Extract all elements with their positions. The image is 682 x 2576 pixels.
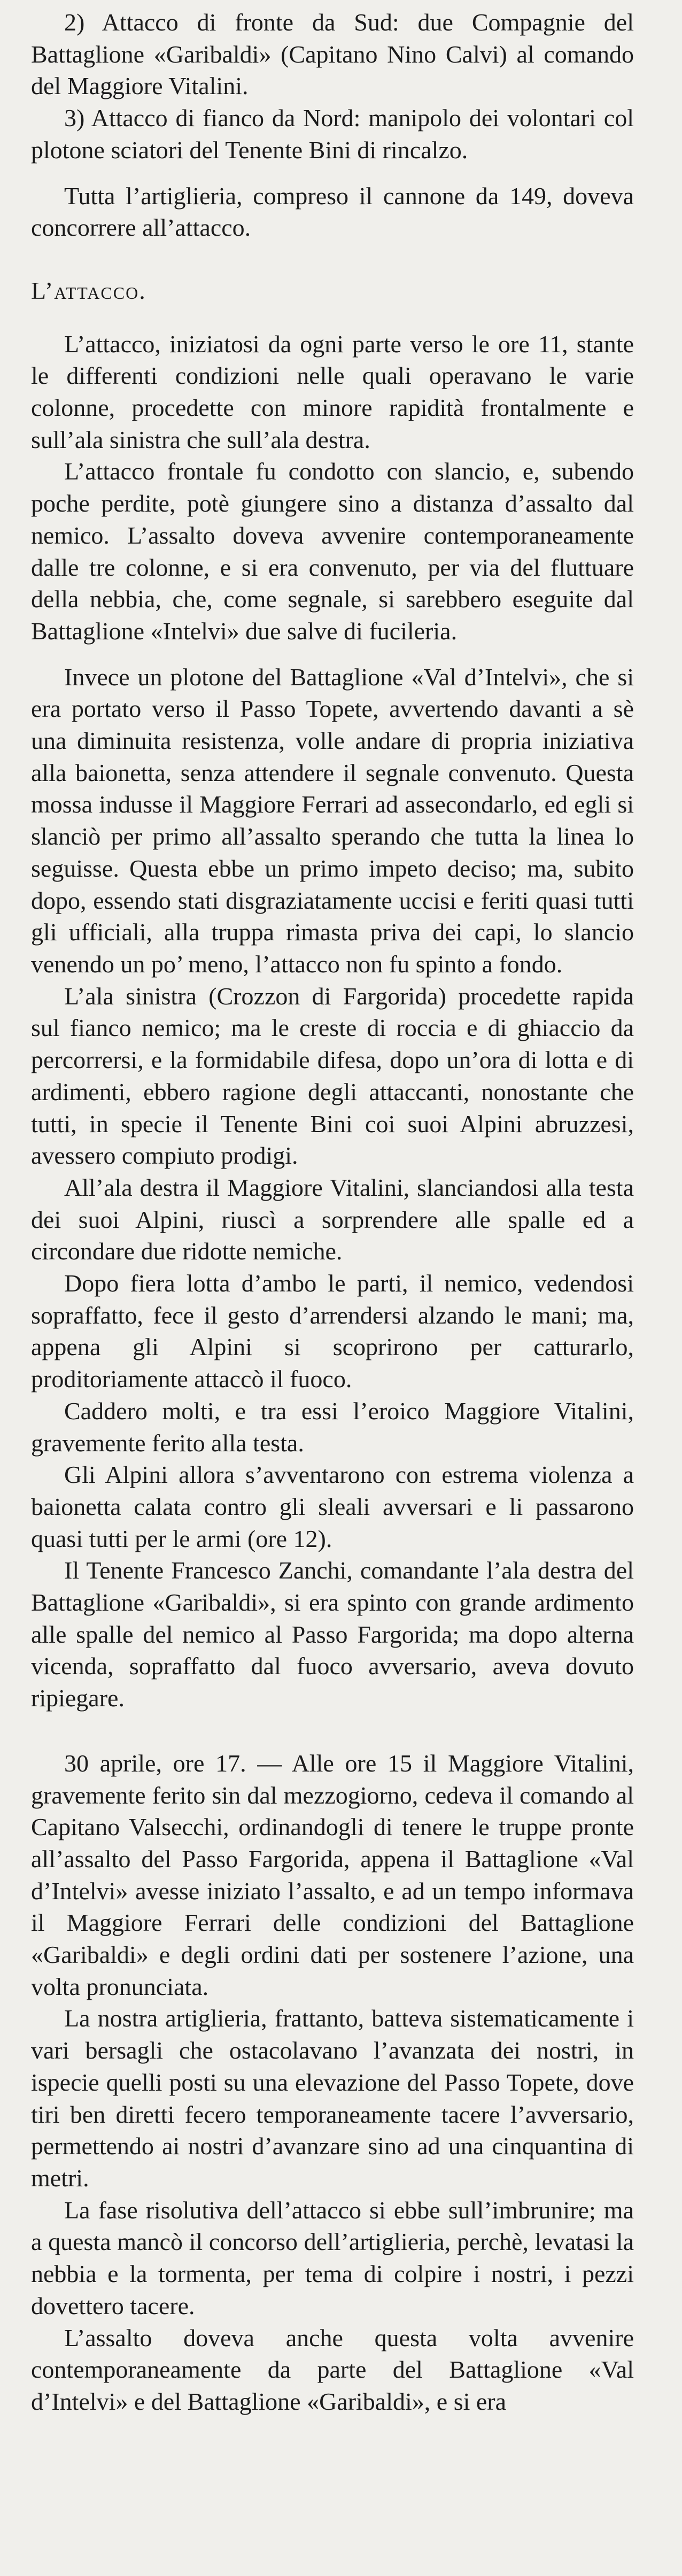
paragraph-attack-south: 2) Attacco di fronte da Sud: due Compagnie del Battaglione «Garibaldi» (Capitano Nino Calvi) al comando del Maggiore Vitalini. bbox=[31, 9, 634, 100]
paragraph-april-30: 30 aprile, ore 17. — Alle ore 15 il Maggiore Vitalini, gravemente ferito sin dal mezzogiorno, cedeva il comando al Capitano Valsecchi, ordinandogli di tenere le truppe pronte all’assalto del Passo Fargorida, appena il Battaglione «Val d’Intelvi» avesse iniziato l’assalto, e ad un tempo informava il Maggiore Ferrari delle condizioni del Battaglione «Garibaldi» e degli ordini dati per sostenere l’azione, una volta pronunciata. bbox=[31, 1749, 634, 2000]
paragraph-vitalini-wounded: Caddero molti, e tra essi l’eroico Maggiore Vitalini, gravemente ferito alla testa. bbox=[31, 1397, 634, 1457]
paragraph-artillery: Tutta l’artiglieria, compreso il cannone da 149, doveva concorrere all’attacco. bbox=[31, 182, 634, 242]
text-column bbox=[31, 6, 634, 2418]
paragraph-surrender-feint: Dopo fiera lotta d’ambo le parti, il nemico, vedendosi sopraffatto, fece il gesto d’arrendersi alzando le mani; ma, appena gli Alpini si scoprirono per catturarlo, proditoriamente attaccò il fuoco. bbox=[31, 1270, 634, 1393]
paragraph-attack-start: L’attacco, iniziatosi da ogni parte verso le ore 11, stante le differenti condizioni nelle quali operavano le varie colonne, procedette con minore rapidità frontalmente e sull’ala sinistra che sull’ala destra. bbox=[31, 330, 634, 453]
paragraph-alpini-charge: Gli Alpini allora s’avventarono con estrema violenza a baionetta calata contro gli sleali avversari e li passarono quasi tutti per le armi (ore 12). bbox=[31, 1461, 634, 1552]
paragraph-our-artillery: La nostra artiglieria, frattanto, batteva sistematicamente i vari bersagli che ostacolavano l’avanzata dei nostri, in ispecie quelli posti su una elevazione del Passo Topete, dove tiri ben diretti fecero temporaneamente tacere l’avversario, permettendo ai nostri d’avanzare sino ad una cinquantina di metri. bbox=[31, 2005, 634, 2192]
paragraph-left-wing: L’ala sinistra (Crozzon di Fargorida) procedette rapida sul fianco nemico; ma le creste di roccia e di ghiaccio da percorrersi, e la formidabile difesa, dopo un’ora di lotta e di ardimenti, ebbero ragione degli attaccanti, nonostante che tutti, in specie il Tenente Bini coi suoi Alpini abruzzesi, avessero compiuto prodigi. bbox=[31, 982, 634, 1170]
paragraph-frontal-attack: L’attacco frontale fu condotto con slancio, e, subendo poche perdite, potè giungere sino a distanza d’assalto dal nemico. L’assalto doveva avvenire contemporaneamente dalle tre colonne, e si era convenuto, per via del fluttuare della nebbia, che, come segnale, si sarebbero eseguite dal Battaglione «Intelvi» due salve di fucileria. bbox=[31, 458, 634, 645]
paragraph-intelvi-platoon: Invece un plotone del Battaglione «Val d’Intelvi», che si era portato verso il Passo Topete, avvertendo davanti a sè una diminuita resistenza, volle andare di propria iniziativa alla baionetta, senza attendere il segnale convenuto. Questa mossa indusse il Maggiore Ferrari ad assecondarlo, ed egli si slanciò per primo all’assalto sperando che tutta la linea lo seguisse. Questa ebbe un primo impeto deciso; ma, subito dopo, essendo stati disgraziatamente uccisi e feriti quasi tutti gli ufficiali, alla truppa rimasta priva dei capi, lo slancio venendo un po’ meno, l’attacco non fu spinto a fondo. bbox=[31, 663, 634, 978]
section-heading: L’attacco. bbox=[31, 276, 146, 304]
paragraph-right-wing: All’ala destra il Maggiore Vitalini, slanciandosi alla testa dei suoi Alpini, riuscì a sorprendere alle spalle ed a circondare due ridotte nemiche. bbox=[31, 1173, 634, 1265]
paragraph-attack-north: 3) Attacco di fianco da Nord: manipolo dei volontari col plotone sciatori del Tenente Bini di rincalzo. bbox=[31, 104, 634, 164]
paragraph-decisive-phase: La fase risolutiva dell’attacco si ebbe sull’imbrunire; ma a questa mancò il concorso dell’artiglieria, perchè, levatasi la nebbia e la tormenta, per tema di colpire i nostri, i pezzi dovettero tacere. bbox=[31, 2196, 634, 2319]
paragraph-zanchi: Il Tenente Francesco Zanchi, comandante l’ala destra del Battaglione «Garibaldi», si era spinto con grande ardimento alle spalle del nemico al Passo Fargorida; ma dopo alterna vicenda, sopraffatto dal fuoco avversario, aveva dovuto ripiegare. bbox=[31, 1557, 634, 1712]
paragraph-final-assault: L’assalto doveva anche questa volta avvenire contemporaneamente da parte del Battaglione «Val d’Intelvi» e del Battaglione «Garibaldi», e si era bbox=[31, 2324, 634, 2415]
